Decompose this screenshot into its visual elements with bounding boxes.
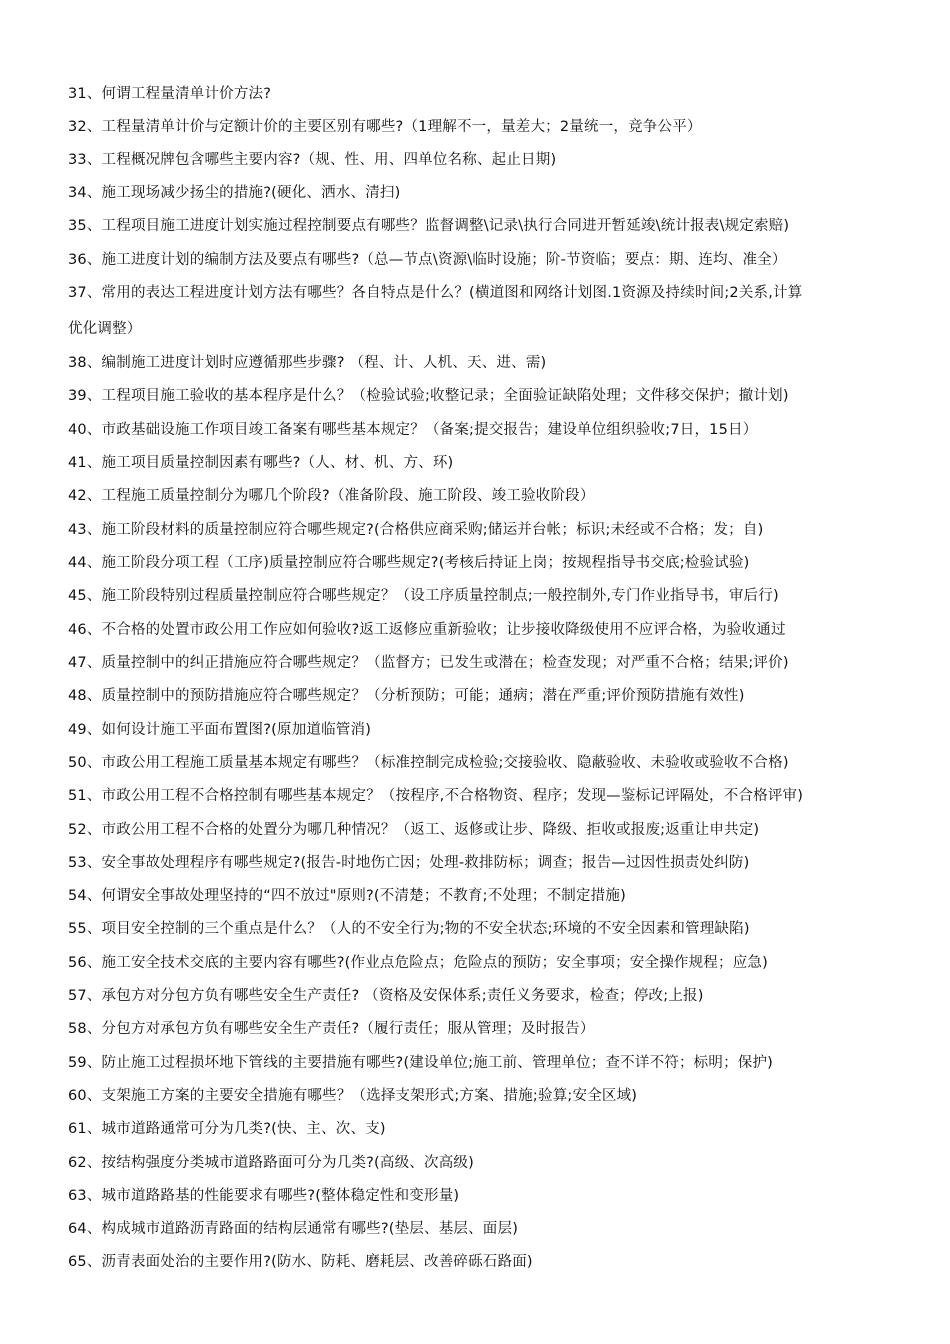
- question-line: 49、如何设计施工平面布置图?(原加道临管消): [68, 722, 372, 738]
- question-line: 57、承包方对分包方负有哪些安全生产责任? （资格及安保体系;责任义务要求，检查；停改;上报): [68, 988, 704, 1004]
- question-line: 31、何谓工程量清单计价方法?: [68, 86, 272, 102]
- question-line: 50、市政公用工程施工质量基本规定有哪些？（标准控制完成检验;交接验收、隐蔽验收、未验收或验收不合格): [68, 755, 789, 771]
- question-line: 33、工程概况牌包含哪些主要内容?（规、性、用、四单位名称、起止日期): [68, 152, 557, 168]
- question-line: 35、工程项目施工进度计划实施过程控制要点有哪些？监督调整\记录\执行合同进开暂延竣\统计报表\规定索赔): [68, 218, 790, 234]
- question-line: 42、工程施工质量控制分为哪几个阶段?（准备阶段、施工阶段、竣工验收阶段）: [68, 488, 595, 504]
- question-line: 56、施工安全技术交底的主要内容有哪些?(作业点危险点；危险点的预防；安全事项；安全操作规程；应急): [68, 955, 768, 971]
- question-line: 65、沥青表面处治的主要作用?(防水、防耗、磨耗层、改善碎砾石路面): [68, 1254, 533, 1270]
- question-line: 54、何谓安全事故处理坚持的“四不放过"原则?(不清楚；不教育;不处理；不制定措施): [68, 888, 626, 904]
- question-line-continuation: 优化调整）: [68, 321, 142, 337]
- question-line: 32、工程量清单计价与定额计价的主要区别有哪些?（1理解不一，量差大；2量统一，竞争公平）: [68, 119, 702, 135]
- question-line: 48、质量控制中的预防措施应符合哪些规定？（分析预防；可能；通病；潜在严重;评价预防措施有效性): [68, 688, 745, 704]
- question-line: 43、施工阶段材料的质量控制应符合哪些规定?(合格供应商采购;储运并台帐；标识;未经或不合格；发；自): [68, 522, 764, 538]
- question-line: 47、质量控制中的纠正措施应符合哪些规定？（监督方；已发生或潜在；检查发现；对严重不合格；结果;评价): [68, 655, 789, 671]
- question-line: 63、城市道路路基的性能要求有哪些?(整体稳定性和变形量): [68, 1188, 460, 1204]
- question-line: 62、按结构强度分类城市道路路面可分为几类?(高级、次高级): [68, 1155, 474, 1171]
- question-line: 38、编制施工进度计划时应遵循那些步骤? （程、计、人机、天、进、需): [68, 355, 547, 371]
- question-line: 37、常用的表达工程进度计划方法有哪些？各自特点是什么？(横道图和网络计划图.1资源及持续时间;2关系,计算: [68, 285, 803, 301]
- question-line: 40、市政基础设施工作项目竣工备案有哪些基本规定？（备案;提交报告；建设单位组织验收;7日，15日）: [68, 422, 758, 438]
- question-line: 44、施工阶段分项工程（工序)质量控制应符合哪些规定?(考核后持证上岗；按规程指导书交底;检验试验): [68, 555, 750, 571]
- question-line: 34、施工现场减少扬尘的措施?(硬化、洒水、清扫): [68, 185, 401, 201]
- question-line: 39、工程项目施工验收的基本程序是什么？（检验试验;收整记录；全面验证缺陷处理；文件移交保护；撤计划): [68, 388, 789, 404]
- question-line: 53、安全事故处理程序有哪些规定?(报告-时地伤亡因；处理-救排防标；调查；报告—过因性损责处纠防): [68, 855, 750, 871]
- question-line: 36、施工进度计划的编制方法及要点有哪些?（总—节点\资源\临时设施；阶-节资临；要点：期、连均、准全）: [68, 252, 787, 268]
- question-line: 61、城市道路通常可分为几类?(快、主、次、支): [68, 1121, 386, 1137]
- question-line: 64、构成城市道路沥青路面的结构层通常有哪些?(垫层、基层、面层): [68, 1221, 519, 1237]
- question-line: 60、支架施工方案的主要安全措施有哪些？（选择支架形式;方案、措施;验算;安全区域): [68, 1088, 638, 1104]
- question-line: 41、施工项目质量控制因素有哪些?（人、材、机、方、环): [68, 455, 454, 471]
- question-line: 45、施工阶段特别过程质量控制应符合哪些规定？（设工序质量控制点;一般控制外,专门作业指导书，审后行): [68, 588, 779, 604]
- question-line: 55、项目安全控制的三个重点是什么？（人的不安全行为;物的不安全状态;环境的不安全因素和管理缺陷): [68, 921, 750, 937]
- question-line: 52、市政公用工程不合格的处置分为哪几种情况？（返工、返修或让步、降级、拒收或报废;返重让申共定): [68, 822, 760, 838]
- question-line: 59、防止施工过程损坏地下管线的主要措施有哪些?(建设单位;施工前、管理单位；查不详不符；标明；保护): [68, 1055, 774, 1071]
- question-line: 46、不合格的处置市政公用工作应如何验收?返工返修应重新验收；让步接收降级使用不应评合格，为验收通过: [68, 622, 786, 638]
- question-line: 51、市政公用工程不合格控制有哪些基本规定？（按程序,不合格物资、程序；发现—鉴标记评隔处，不合格评审): [68, 788, 804, 804]
- question-line: 58、分包方对承包方负有哪些安全生产责任?（履行责任；服从管理；及时报告）: [68, 1021, 595, 1037]
